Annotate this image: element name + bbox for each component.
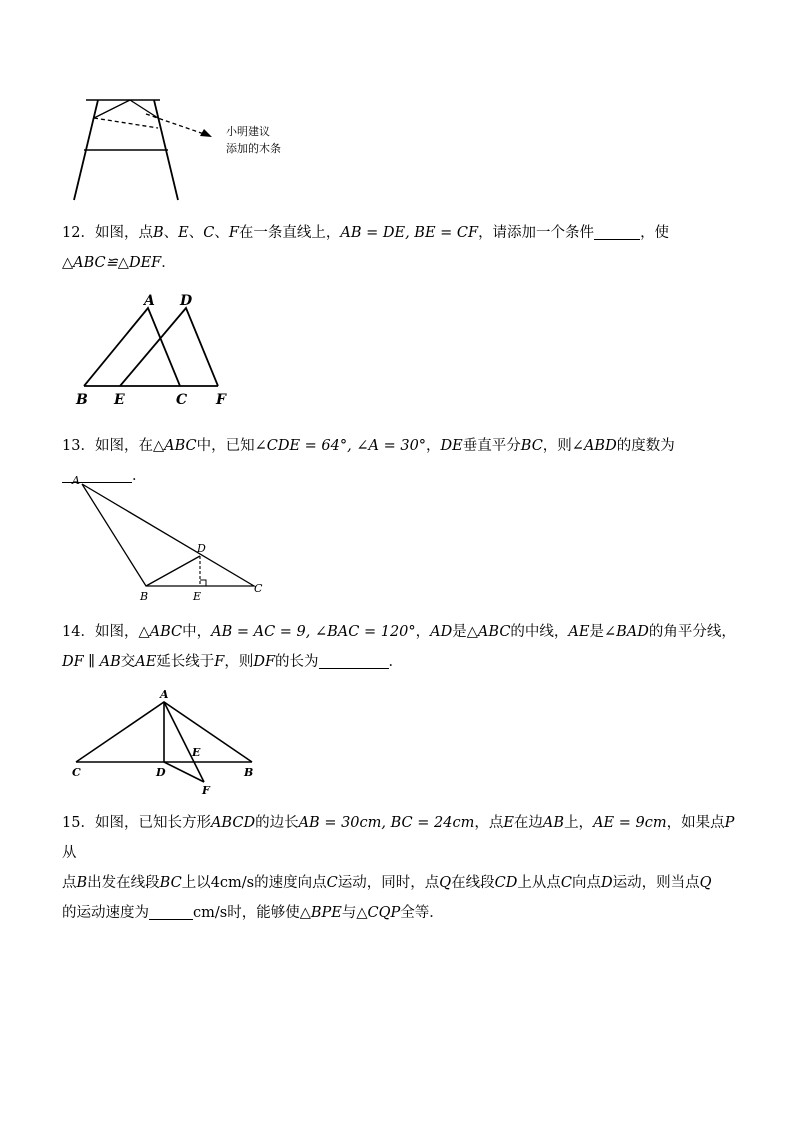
- answer-blank[interactable]: [319, 652, 389, 669]
- label-A: A: [72, 474, 80, 487]
- label-E: E: [192, 746, 201, 759]
- arrow-head: [200, 129, 212, 137]
- answer-blank[interactable]: [149, 903, 193, 920]
- label-B: B: [76, 392, 88, 408]
- brace-left: [94, 100, 130, 118]
- ladder-figure: [60, 92, 320, 204]
- label-C: C: [176, 392, 188, 408]
- note-line-1: 小明建议: [226, 125, 270, 138]
- suggested-stick: [94, 118, 158, 128]
- label-B: B: [244, 766, 254, 779]
- question-15: 15．如图，已知长方形ABCD的边长AB = 30cm, BC = 24cm，点E在边AB上，AE = 9cm，如果点P从 点B出发在线段BC上以4cm/s的速度向点C运动，同时，点Q在线段CD上从点C向点D运动，则当点Q 的运动速度为 cm/s时，能够使△BPE与△CQP全等．: [62, 815, 735, 921]
- q13-figure: [66, 472, 272, 604]
- label-C: C: [254, 582, 263, 595]
- label-D: D: [197, 542, 206, 555]
- q14-figure: [66, 684, 272, 800]
- label-E: E: [193, 590, 202, 603]
- label-E: E: [114, 392, 125, 408]
- question-14: 14．如图，△ABC中，AB = AC = 9, ∠BAC = 120°，AD是△ABC的中线，AE是∠BAD的角平分线， DF ∥ AB交AE延长线于F，则DF的长为 ．: [62, 624, 736, 670]
- note-line-2: 添加的木条: [226, 142, 281, 155]
- label-B: B: [140, 590, 149, 603]
- label-C: C: [72, 766, 81, 779]
- label-D: D: [156, 766, 166, 779]
- label-F: F: [202, 784, 210, 797]
- label-D: D: [180, 293, 193, 309]
- answer-blank[interactable]: [594, 223, 640, 240]
- question-13: 13．如图，在△ABC中，已知∠CDE = 64°, ∠A = 30°，DE垂直平分BC，则∠ABD的度数为．: [62, 438, 675, 484]
- arrow-line: [146, 114, 210, 136]
- q12-figure: [70, 292, 250, 414]
- label-F: F: [216, 392, 226, 408]
- label-A: A: [160, 688, 169, 701]
- question-12: 12．如图，点B、E、C、F在一条直线上，AB = DE, BE = CF，请添加一个条件 ，使 △ABC≌△DEF．: [62, 225, 670, 271]
- label-A: A: [144, 293, 155, 309]
